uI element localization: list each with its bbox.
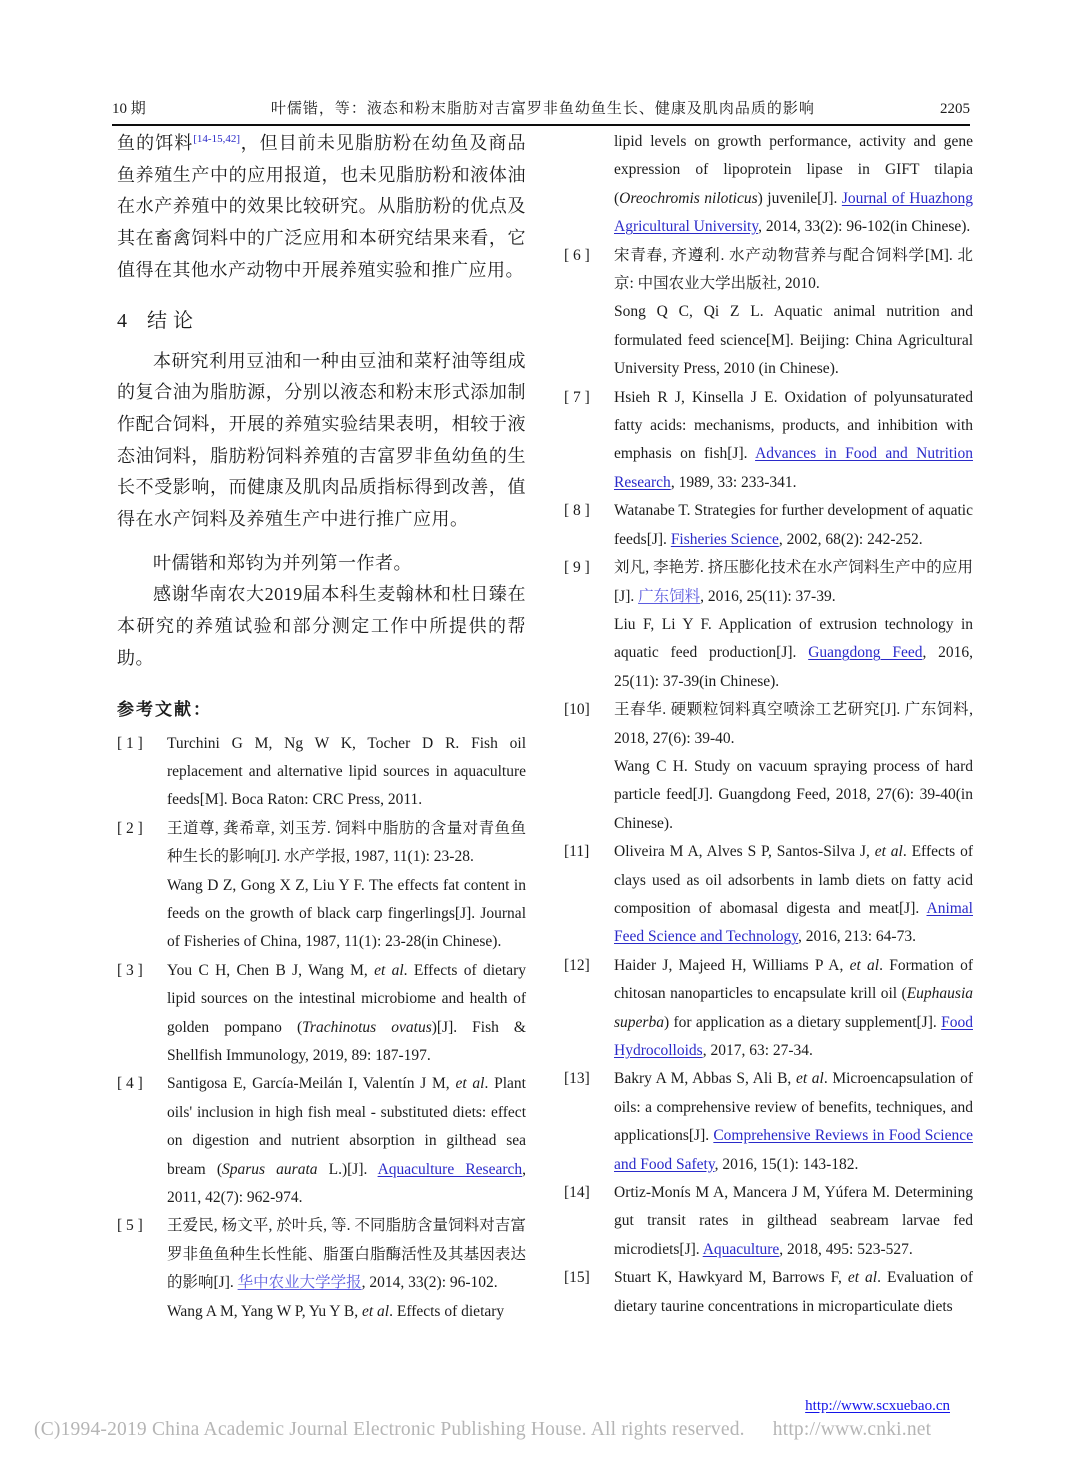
reference-item bbox=[564, 1179, 973, 1264]
reference-text-segment: ) for application as a dietary supplement[J]. bbox=[663, 1013, 942, 1031]
reference-text-segment: et al bbox=[847, 1269, 878, 1287]
reference-text-segment: . Effects of dietary bbox=[389, 1302, 505, 1320]
reference-text-segment: Trachinotus ovatus bbox=[302, 1018, 432, 1036]
reference-text bbox=[614, 128, 973, 242]
left-column bbox=[117, 128, 526, 1326]
reference-text bbox=[614, 384, 973, 498]
section-heading-conclusion bbox=[117, 308, 526, 334]
reference-item bbox=[564, 554, 973, 696]
reference-text-segment: ) juvenile[J]. bbox=[757, 189, 842, 207]
reference-text-segment: Song Q C, Qi Z L. Aquatic animal nutrition and formulated feed science[M]. Beijing: China Agricultural University Press, 2010 (in Chinese). bbox=[614, 303, 973, 378]
reference-text-segment: . Plant oils' inclusion in high fish meal - substituted diets: effect on digestion and nutrient absorption in gilthead sea bream ( bbox=[167, 1075, 526, 1178]
reference-list-left bbox=[117, 730, 526, 1327]
reference-text-segment: , 2016, 213: 64-73. bbox=[798, 928, 916, 946]
reference-item bbox=[564, 952, 973, 1066]
reference-text-segment: 王爱民, 杨文平, 於叶兵, 等. 不同脂肪含量饲料对吉富罗非鱼鱼种生长性能、脂蛋白脂酶活性及其基因表达的影响[J]. bbox=[167, 1217, 526, 1292]
reference-text-segment: L.)[J]. bbox=[317, 1160, 378, 1178]
reference-number: [ 1 ] bbox=[117, 734, 143, 752]
reference-item bbox=[564, 497, 973, 554]
reference-text-segment: , 2016, 25(11): 37-39. bbox=[700, 587, 836, 605]
reference-number: [ 5 ] bbox=[117, 1217, 143, 1235]
reference-item bbox=[564, 128, 973, 242]
references-heading: 参考文献： bbox=[117, 699, 212, 719]
reference-list-right bbox=[564, 128, 973, 1321]
reference-text bbox=[614, 753, 973, 838]
reference-text-segment: . Evaluation of dietary taurine concentrations in microparticulate diets bbox=[614, 1269, 973, 1315]
reference-text-segment: Sparus aurata bbox=[222, 1160, 318, 1178]
reference-text-segment: et al bbox=[874, 843, 903, 861]
journal-link[interactable]: Food Hydrocolloids bbox=[614, 1013, 973, 1059]
reference-text-segment: . Effects of dietary lipid sources on the intestinal microbiome and health of golden pompano ( bbox=[167, 961, 526, 1036]
journal-link[interactable]: Comprehensive Reviews in Food Science and Food Safety bbox=[614, 1127, 973, 1173]
reference-text-segment: Wang D Z, Gong X Z, Liu Y F. The effects fat content in feeds on the growth of black carp fingerlings[J]. Journal of Fisheries of China, 1987, 11(1): 23-28(in Chinese). bbox=[167, 876, 526, 951]
reference-item bbox=[117, 730, 526, 815]
reference-text-segment: , 2016, 25(11): 37-39(in Chinese). bbox=[614, 644, 973, 690]
reference-number: [12] bbox=[564, 956, 590, 974]
reference-text bbox=[167, 1298, 526, 1326]
paragraph-text: ，但目前未见脂肪粉在幼鱼及商品鱼养殖生产中的应用报道，也未见脂肪粉和液体油在水产养殖中的效果比较研究。从脂肪粉的优点及其在畜禽饲料中的广泛应用和本研究结果来看，它值得在其他水产动物中开展养殖实验和推广应用。 bbox=[117, 133, 527, 280]
journal-link[interactable]: Fisheries Science bbox=[670, 530, 779, 548]
reference-item bbox=[564, 384, 973, 498]
reference-text-segment: Euphausia superba bbox=[614, 985, 973, 1031]
journal-website-link[interactable]: http://www.scxuebao.cn bbox=[805, 1398, 950, 1414]
reference-text-segment: Watanabe T. Strategies for further development of aquatic feeds[J]. bbox=[614, 502, 973, 548]
reference-text bbox=[614, 242, 973, 299]
reference-text-segment: Wang C H. Study on vacuum spraying process of hard particle feed[J]. Guangdong Feed, 2018, 27(6): 39-40(in Chinese). bbox=[614, 757, 973, 832]
reference-text-segment: . Microencapsulation of oils: a comprehensive review of benefits, techniques, and applications[J]. bbox=[614, 1070, 973, 1145]
reference-item bbox=[564, 838, 973, 952]
reference-text-segment: 刘凡, 李艳芳. 挤压膨化技术在水产饲料生产中的应用[J]. bbox=[614, 559, 973, 605]
reference-item bbox=[564, 696, 973, 838]
author-notes bbox=[117, 548, 526, 675]
reference-item bbox=[117, 815, 526, 957]
journal-link[interactable]: Journal of Huazhong Agricultural University bbox=[614, 189, 973, 236]
reference-text bbox=[614, 497, 973, 554]
reference-text-segment: , 1989, 33: 233-341. bbox=[670, 473, 797, 491]
reference-text-segment: , 2017, 63: 27-34. bbox=[702, 1042, 813, 1059]
reference-text bbox=[167, 815, 526, 872]
reference-text-segment: , 2014, 33(2): 96-102(in Chinese). bbox=[758, 218, 971, 236]
header-running-title: 叶儒锴，等：液态和粉末脂肪对吉富罗非鱼幼鱼生长、健康及肌肉品质的影响 bbox=[270, 101, 815, 117]
reference-text-segment: Liu F, Li Y F. Application of extrusion technology in aquatic feed production[J]. bbox=[614, 615, 973, 662]
reference-text bbox=[614, 1179, 973, 1264]
reference-number: [ 9 ] bbox=[564, 559, 590, 577]
journal-link[interactable]: Advances in Food and Nutrition Research bbox=[614, 445, 973, 491]
reference-text bbox=[167, 957, 526, 1071]
reference-text-segment: You C H, Chen B J, Wang M, bbox=[167, 961, 375, 979]
reference-text-segment: Ortiz-Monís M A, Mancera J M, Yúfera M. Determining gut transit rates in gilthead seabream larvae fed microdiets[J]. bbox=[614, 1184, 973, 1258]
reference-text-segment: et al bbox=[795, 1070, 824, 1088]
reference-text-segment: Turchini G M, Ng W K, Tocher D R. Fish oil replacement and alternative lipid sources in aquaculture feeds[M]. Boca Raton: CRC Press, 2011. bbox=[167, 734, 526, 809]
reference-number: [15] bbox=[564, 1269, 590, 1287]
reference-number: [14] bbox=[564, 1184, 590, 1202]
reference-text bbox=[614, 696, 973, 753]
reference-number: [ 6 ] bbox=[564, 246, 590, 264]
journal-link[interactable]: Guangdong Feed bbox=[808, 644, 923, 662]
reference-text bbox=[614, 611, 973, 696]
reference-text-segment: Stuart K, Hawkyard M, Barrows F, bbox=[614, 1269, 848, 1287]
reference-text-segment: , 2014, 33(2): 96-102. bbox=[361, 1274, 498, 1292]
reference-text bbox=[167, 730, 526, 815]
reference-text-segment: et al bbox=[374, 961, 404, 979]
reference-text-segment: Oreochromis niloticus bbox=[619, 189, 758, 207]
reference-text bbox=[614, 1264, 973, 1321]
reference-text-segment: , 2016, 15(1): 143-182. bbox=[714, 1155, 859, 1173]
right-column bbox=[564, 128, 973, 1321]
reference-item bbox=[117, 957, 526, 1071]
reference-text bbox=[167, 872, 526, 957]
reference-text-segment: lipid levels on growth performance, activity and gene expression of lipoprotein lipase in GIFT tilapia ( bbox=[614, 133, 973, 207]
reference-text-segment: Hsieh R J, Kinsella J E. Oxidation of polyunsaturated fatty acids: mechanisms, products, and inhibition with emphasis on fish[J]. bbox=[614, 388, 973, 463]
reference-text-segment: , 2018, 495: 523-527. bbox=[779, 1240, 913, 1258]
copyright-line bbox=[34, 1419, 1054, 1441]
header-issue: 10 期 bbox=[112, 101, 146, 117]
reference-text bbox=[614, 952, 973, 1066]
reference-text-segment: 宋青春, 齐遵利. 水产动物营养与配合饲料学[M]. 北京: 中国农业大学出版社, 2010. bbox=[614, 246, 973, 293]
section-title: 结论 bbox=[147, 309, 199, 332]
note-co-first-authors: 叶儒锴和郑钧为并列第一作者。 bbox=[153, 552, 412, 573]
reference-text-segment: . Effects of clays used as oil adsorbents in lamb diets on fatty acid composition of abomasal digesta and meat[J]. bbox=[614, 843, 973, 917]
journal-link[interactable]: 广东饲料 bbox=[638, 587, 701, 605]
reference-text-segment: et al bbox=[361, 1302, 390, 1320]
reference-text bbox=[614, 298, 973, 383]
reference-item bbox=[564, 1065, 973, 1179]
reference-number: [ 8 ] bbox=[564, 502, 590, 520]
reference-number: [ 2 ] bbox=[117, 819, 143, 837]
reference-text-segment: 王春华. 硬颗粒饲料真空喷涂工艺研究[J]. 广东饲料, 2018, 27(6): 39-40. bbox=[614, 701, 973, 747]
reference-text-segment: 王道尊, 龚希章, 刘玉芳. 饲料中脂肪的含量对青鱼鱼种生长的影响[J]. 水产学报, 1987, 11(1): 23-28. bbox=[167, 819, 526, 866]
paragraph-text: 鱼的饵料 bbox=[117, 133, 194, 153]
journal-link[interactable]: Animal Feed Science and Technology bbox=[614, 899, 973, 946]
reference-text bbox=[167, 1070, 526, 1212]
note-acknowledgement: 感谢华南农大2019届本科生麦翰林和杜日臻在本研究的养殖试验和部分测定工作中所提供的帮助。 bbox=[117, 584, 526, 668]
reference-number: [ 7 ] bbox=[564, 388, 590, 406]
journal-link[interactable]: Aquaculture bbox=[702, 1240, 780, 1258]
reference-number: [ 3 ] bbox=[117, 961, 143, 979]
reference-text bbox=[614, 838, 973, 952]
reference-text-segment: Santigosa E, García-Meilán I, Valentín J M, bbox=[167, 1075, 456, 1093]
citation-link[interactable]: [14-15,42] bbox=[193, 133, 241, 145]
page-header bbox=[112, 90, 970, 126]
reference-text-segment: Wang A M, Yang W P, Yu Y B, bbox=[167, 1302, 362, 1320]
reference-text-segment: . Formation of chitosan nanoparticles to encapsulate krill oil ( bbox=[614, 956, 973, 1003]
reference-text-segment: , 2002, 68(2): 242-252. bbox=[778, 530, 923, 548]
header-page-number: 2205 bbox=[940, 101, 970, 117]
journal-link[interactable]: 华中农业大学学报 bbox=[237, 1274, 362, 1292]
reference-item bbox=[117, 1070, 526, 1212]
cnki-url: http://www.cnki.net bbox=[772, 1419, 932, 1440]
reference-text bbox=[614, 554, 973, 611]
reference-text-segment: )[J]. Fish & Shellfish Immunology, 2019, 89: 187-197. bbox=[167, 1018, 526, 1065]
reference-text-segment: Bakry A M, Abbas S, Ali B, bbox=[614, 1070, 796, 1088]
reference-text-segment: Haider J, Majeed H, Williams P A, bbox=[614, 956, 850, 974]
reference-item bbox=[564, 242, 973, 384]
section-number: 4 bbox=[117, 309, 129, 332]
reference-text-segment: et al bbox=[849, 956, 880, 974]
copyright-text: (C)1994-2019 China Academic Journal Electronic Publishing House. All rights reserved. bbox=[34, 1419, 745, 1440]
reference-item bbox=[117, 1212, 526, 1326]
reference-text-segment: Oliveira M A, Alves S P, Santos-Silva J, bbox=[614, 843, 875, 861]
reference-item bbox=[564, 1264, 973, 1321]
reference-number: [ 4 ] bbox=[117, 1075, 143, 1093]
reference-number: [10] bbox=[564, 701, 590, 719]
reference-text-segment: et al bbox=[455, 1075, 485, 1093]
reference-number: [11] bbox=[564, 843, 590, 861]
paragraph-conclusion: 本研究利用豆油和一种由豆油和菜籽油等组成的复合油为脂肪源，分别以液态和粉末形式添加制作配合饲料，开展的养殖实验结果表明，相较于液态油饲料，脂肪粉饲料养殖的吉富罗非鱼幼鱼的生长不受影响，而健康及肌肉品质指标得到改善，值得在水产饲料及养殖生产中进行推广应用。 bbox=[117, 350, 526, 530]
reference-text-segment: , 2011, 42(7): 962-974. bbox=[167, 1160, 526, 1207]
reference-text bbox=[167, 1212, 526, 1297]
reference-number: [13] bbox=[564, 1070, 590, 1088]
journal-link[interactable]: Aquaculture Research bbox=[377, 1160, 523, 1178]
reference-text bbox=[614, 1065, 973, 1179]
paragraph-discussion bbox=[117, 128, 526, 287]
